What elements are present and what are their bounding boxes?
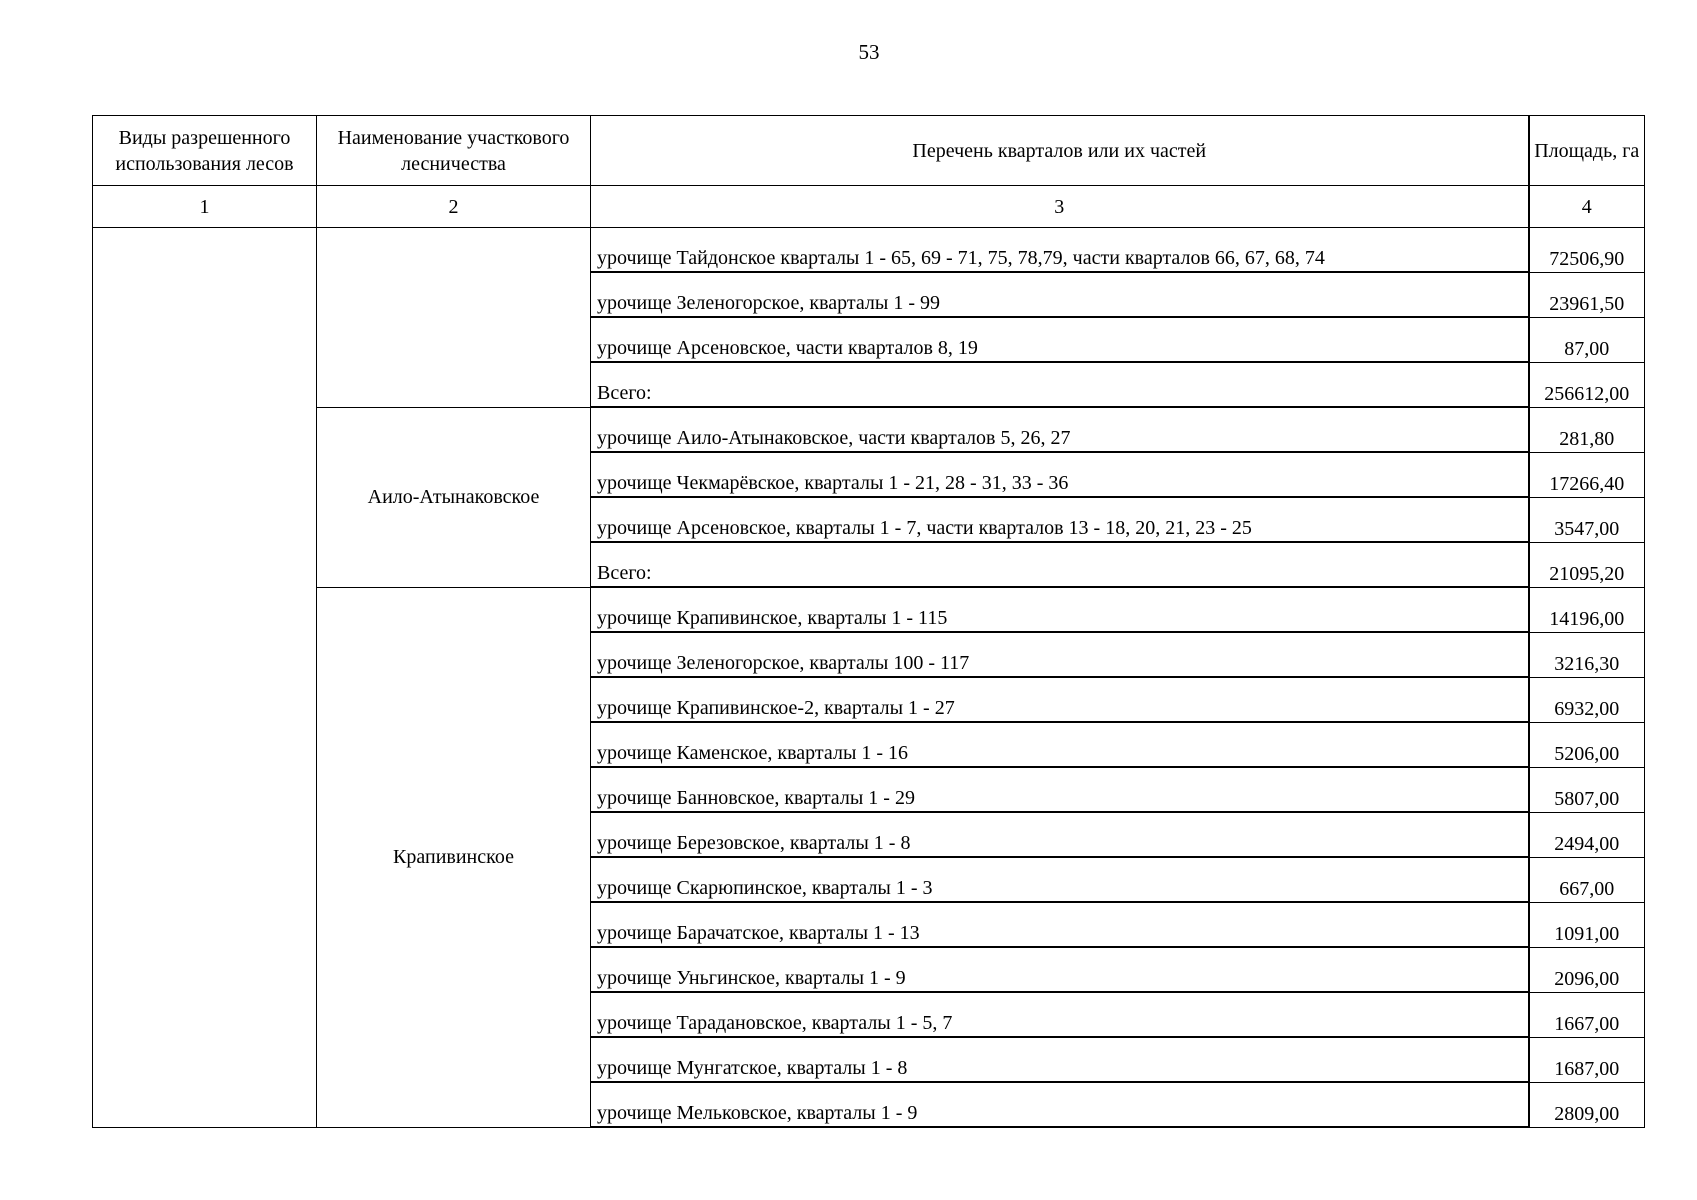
area-value: 2096,00 <box>1529 947 1645 992</box>
quarters-item: урочище Мельковское, кварталы 1 - 9 <box>591 1082 1529 1127</box>
area-value: 3216,30 <box>1529 632 1645 677</box>
quarters-item: урочище Тараданoвское, кварталы 1 - 5, 7 <box>591 992 1529 1037</box>
total-label: Всего: <box>591 542 1529 587</box>
quarters-item: урочище Крапивинское, кварталы 1 - 115 <box>591 587 1529 632</box>
total-area: 256612,00 <box>1529 362 1645 407</box>
quarters-item: урочище Арсеновское, кварталы 1 - 7, части кварталов 13 - 18, 20, 21, 23 - 25 <box>591 497 1529 542</box>
quarters-item: урочище Березовское, кварталы 1 - 8 <box>591 812 1529 857</box>
header-number-1: 1 <box>93 186 317 228</box>
area-value: 23961,50 <box>1529 272 1645 317</box>
quarters-item: урочище Мунгатское, кварталы 1 - 8 <box>591 1037 1529 1082</box>
area-value: 1667,00 <box>1529 992 1645 1037</box>
quarters-item: урочище Уньгинское, кварталы 1 - 9 <box>591 947 1529 992</box>
area-value: 14196,00 <box>1529 587 1645 632</box>
total-area: 21095,20 <box>1529 542 1645 587</box>
area-value: 667,00 <box>1529 857 1645 902</box>
table-row <box>93 228 1645 273</box>
area-value: 6932,00 <box>1529 677 1645 722</box>
quarters-item: урочище Зеленогорское, кварталы 1 - 99 <box>591 272 1529 317</box>
forestry-name-cell: Крапивинское <box>317 587 591 1127</box>
area-value: 3547,00 <box>1529 497 1645 542</box>
area-value: 2809,00 <box>1529 1082 1645 1127</box>
header-forestry-name: Наименование участкового лесничества <box>317 116 591 186</box>
forest-quarters-table <box>92 115 1645 1128</box>
header-number-4: 4 <box>1529 186 1645 228</box>
area-value: 1687,00 <box>1529 1037 1645 1082</box>
total-label: Всего: <box>591 362 1529 407</box>
page-number: 53 <box>858 40 880 64</box>
quarters-item: урочище Аило-Атынаковское, части кварталов 5, 26, 27 <box>591 407 1529 452</box>
quarters-item: урочище Крапивинское-2, кварталы 1 - 27 <box>591 677 1529 722</box>
header-usage-types: Виды разрешенного использования лесов <box>93 116 317 186</box>
quarters-item: урочище Тайдонское кварталы 1 - 65, 69 - 71, 75, 78,79, части кварталов 66, 67, 68, 74 <box>591 228 1529 273</box>
quarters-item: урочище Арсеновское, части кварталов 8, 19 <box>591 317 1529 362</box>
quarters-item: урочище Каменское, кварталы 1 - 16 <box>591 722 1529 767</box>
header-number-3: 3 <box>591 186 1529 228</box>
header-row <box>93 116 1645 186</box>
header-number-2: 2 <box>317 186 591 228</box>
header-area: Площадь, га <box>1529 116 1645 186</box>
quarters-item: урочище Скарюпинское, кварталы 1 - 3 <box>591 857 1529 902</box>
table-row <box>93 407 1645 452</box>
area-value: 1091,00 <box>1529 902 1645 947</box>
area-value: 17266,40 <box>1529 452 1645 497</box>
quarters-item: урочище Барачатское, кварталы 1 - 13 <box>591 902 1529 947</box>
area-value: 87,00 <box>1529 317 1645 362</box>
usage-type-cell <box>93 228 317 1128</box>
area-value: 2494,00 <box>1529 812 1645 857</box>
quarters-item: урочище Банновское, кварталы 1 - 29 <box>591 767 1529 812</box>
quarters-item: урочище Чекмарёвское, кварталы 1 - 21, 28 - 31, 33 - 36 <box>591 452 1529 497</box>
area-value: 5807,00 <box>1529 767 1645 812</box>
forestry-name-cell: Аило-Атынаковское <box>317 407 591 587</box>
table-row <box>93 587 1645 632</box>
area-value: 72506,90 <box>1529 228 1645 273</box>
area-value: 5206,00 <box>1529 722 1645 767</box>
quarters-item: урочище Зеленогорское, кварталы 100 - 117 <box>591 632 1529 677</box>
area-value: 281,80 <box>1529 407 1645 452</box>
header-numbers-row <box>93 186 1645 228</box>
forestry-name-cell <box>317 228 591 408</box>
header-quarters-list: Перечень кварталов или их частей <box>591 116 1529 186</box>
